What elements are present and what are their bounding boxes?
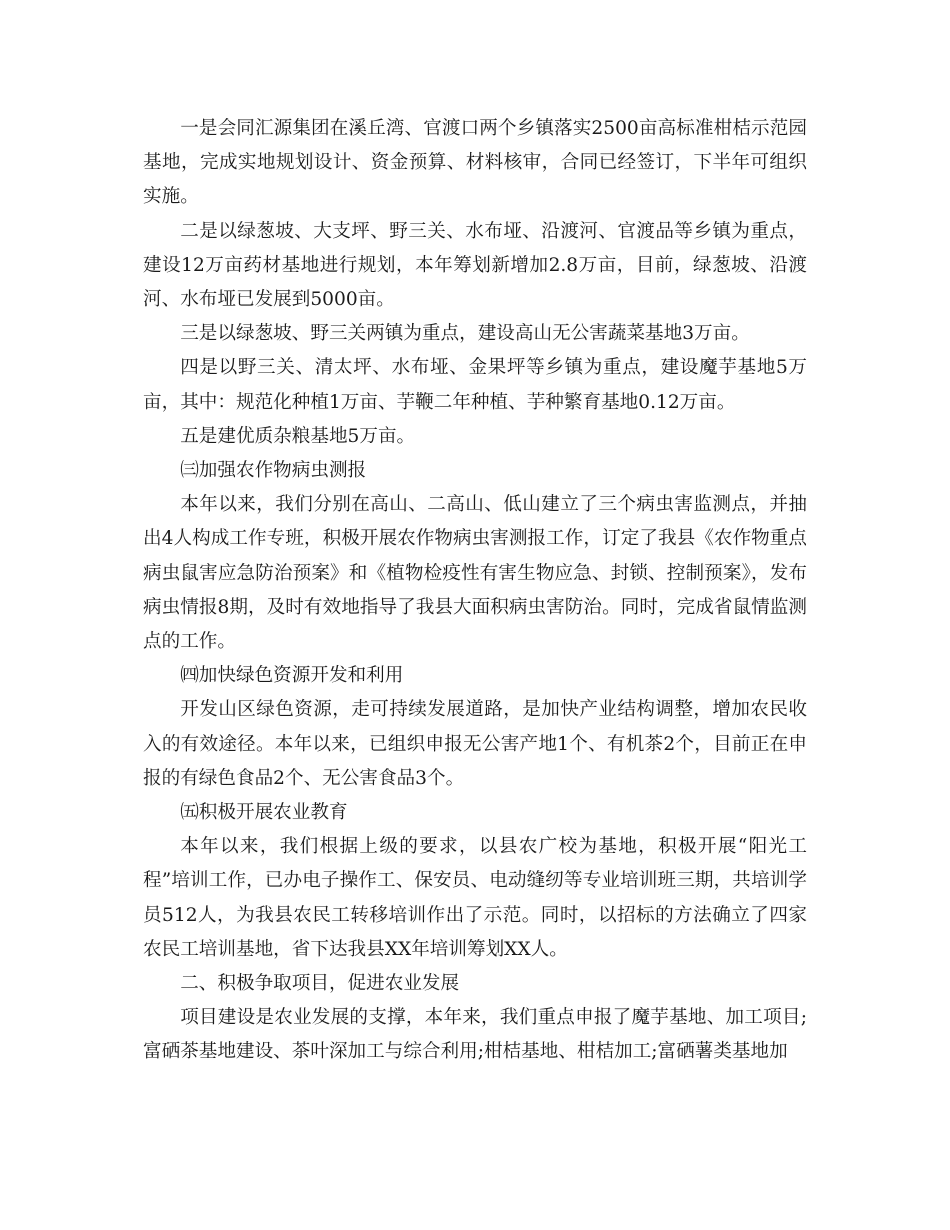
- paragraph-agri-education: 本年以来，我们根据上级的要求，以县农广校为基地，积极开展“阳光工程”培训工作，已办电子操作工、保安员、电动缝纫等专业培训班三期，共培训学员512人，为我县农民工转移培训作出了示范。同时，以招标的方法确立了四家农民工培训基地，省下达我县XX年培训筹划XX人。: [143, 836, 807, 960]
- section-heading-projects: 二、积极争取项目，促进农业发展: [180, 973, 460, 995]
- paragraph-green-resources: 开发山区绿色资源，走可持续发展道路，是加快产业结构调整，增加农民收入的有效途径。本年以来，已组织申报无公害产地1个、有机茶2个，目前正在申报的有绿色食品2个、无公害食品3个。: [143, 699, 807, 789]
- paragraph-vegetable-base: 三是以绿葱坡、野三关两镇为重点，建设高山无公害蔬菜基地3万亩。: [180, 323, 750, 345]
- section-heading-green-resources: ㈣加快绿色资源开发和利用: [180, 665, 404, 687]
- paragraph-grain-base: 五是建优质杂粮基地5万亩。: [180, 425, 416, 447]
- paragraph-konjac-base: 四是以野三关、清太坪、水布垭、金果坪等乡镇为重点，建设魔芋基地5万亩，其中：规范化种植1万亩、芋鞭二年种植、芋种繁育基地0.12万亩。: [143, 357, 807, 413]
- document-body: [143, 112, 807, 1070]
- section-heading-agri-education: ㈤积极开展农业教育: [180, 802, 348, 824]
- section-heading-pest-monitoring: ㈢加强农作物病虫测报: [180, 460, 367, 482]
- paragraph-citrus-base: 一是会同汇源集团在溪丘湾、官渡口两个乡镇落实2500亩高标准柑桔示范园基地，完成实地规划设计、资金预算、材料核审，合同已经签订，下半年可组织实施。: [143, 118, 807, 208]
- paragraph-herb-base: 二是以绿葱坡、大支坪、野三关、水布垭、沿渡河、官渡品等乡镇为重点，建设12万亩药材基地进行规划，本年筹划新增加2.8万亩，目前，绿葱坡、沿渡河、水布垭已发展到5000亩。: [143, 220, 807, 311]
- paragraph-projects: 项目建设是农业发展的支撑，本年来，我们重点申报了魔芋基地、加工项目;富硒茶基地建设、茶叶深加工与综合利用;柑桔基地、柑桔加工;富硒薯类基地加: [143, 1007, 807, 1063]
- paragraph-pest-monitoring: 本年以来，我们分别在高山、二高山、低山建立了三个病虫害监测点，并抽出4人构成工作专班，积极开展农作物病虫害测报工作，订定了我县《农作物重点病虫鼠害应急防治预案》和《植物检疫性有害生物应急、封锁、控制预案》，发布病虫情报8期，及时有效地指导了我县大面积病虫害防治。同时，完成省鼠情监测点的工作。: [143, 494, 807, 653]
